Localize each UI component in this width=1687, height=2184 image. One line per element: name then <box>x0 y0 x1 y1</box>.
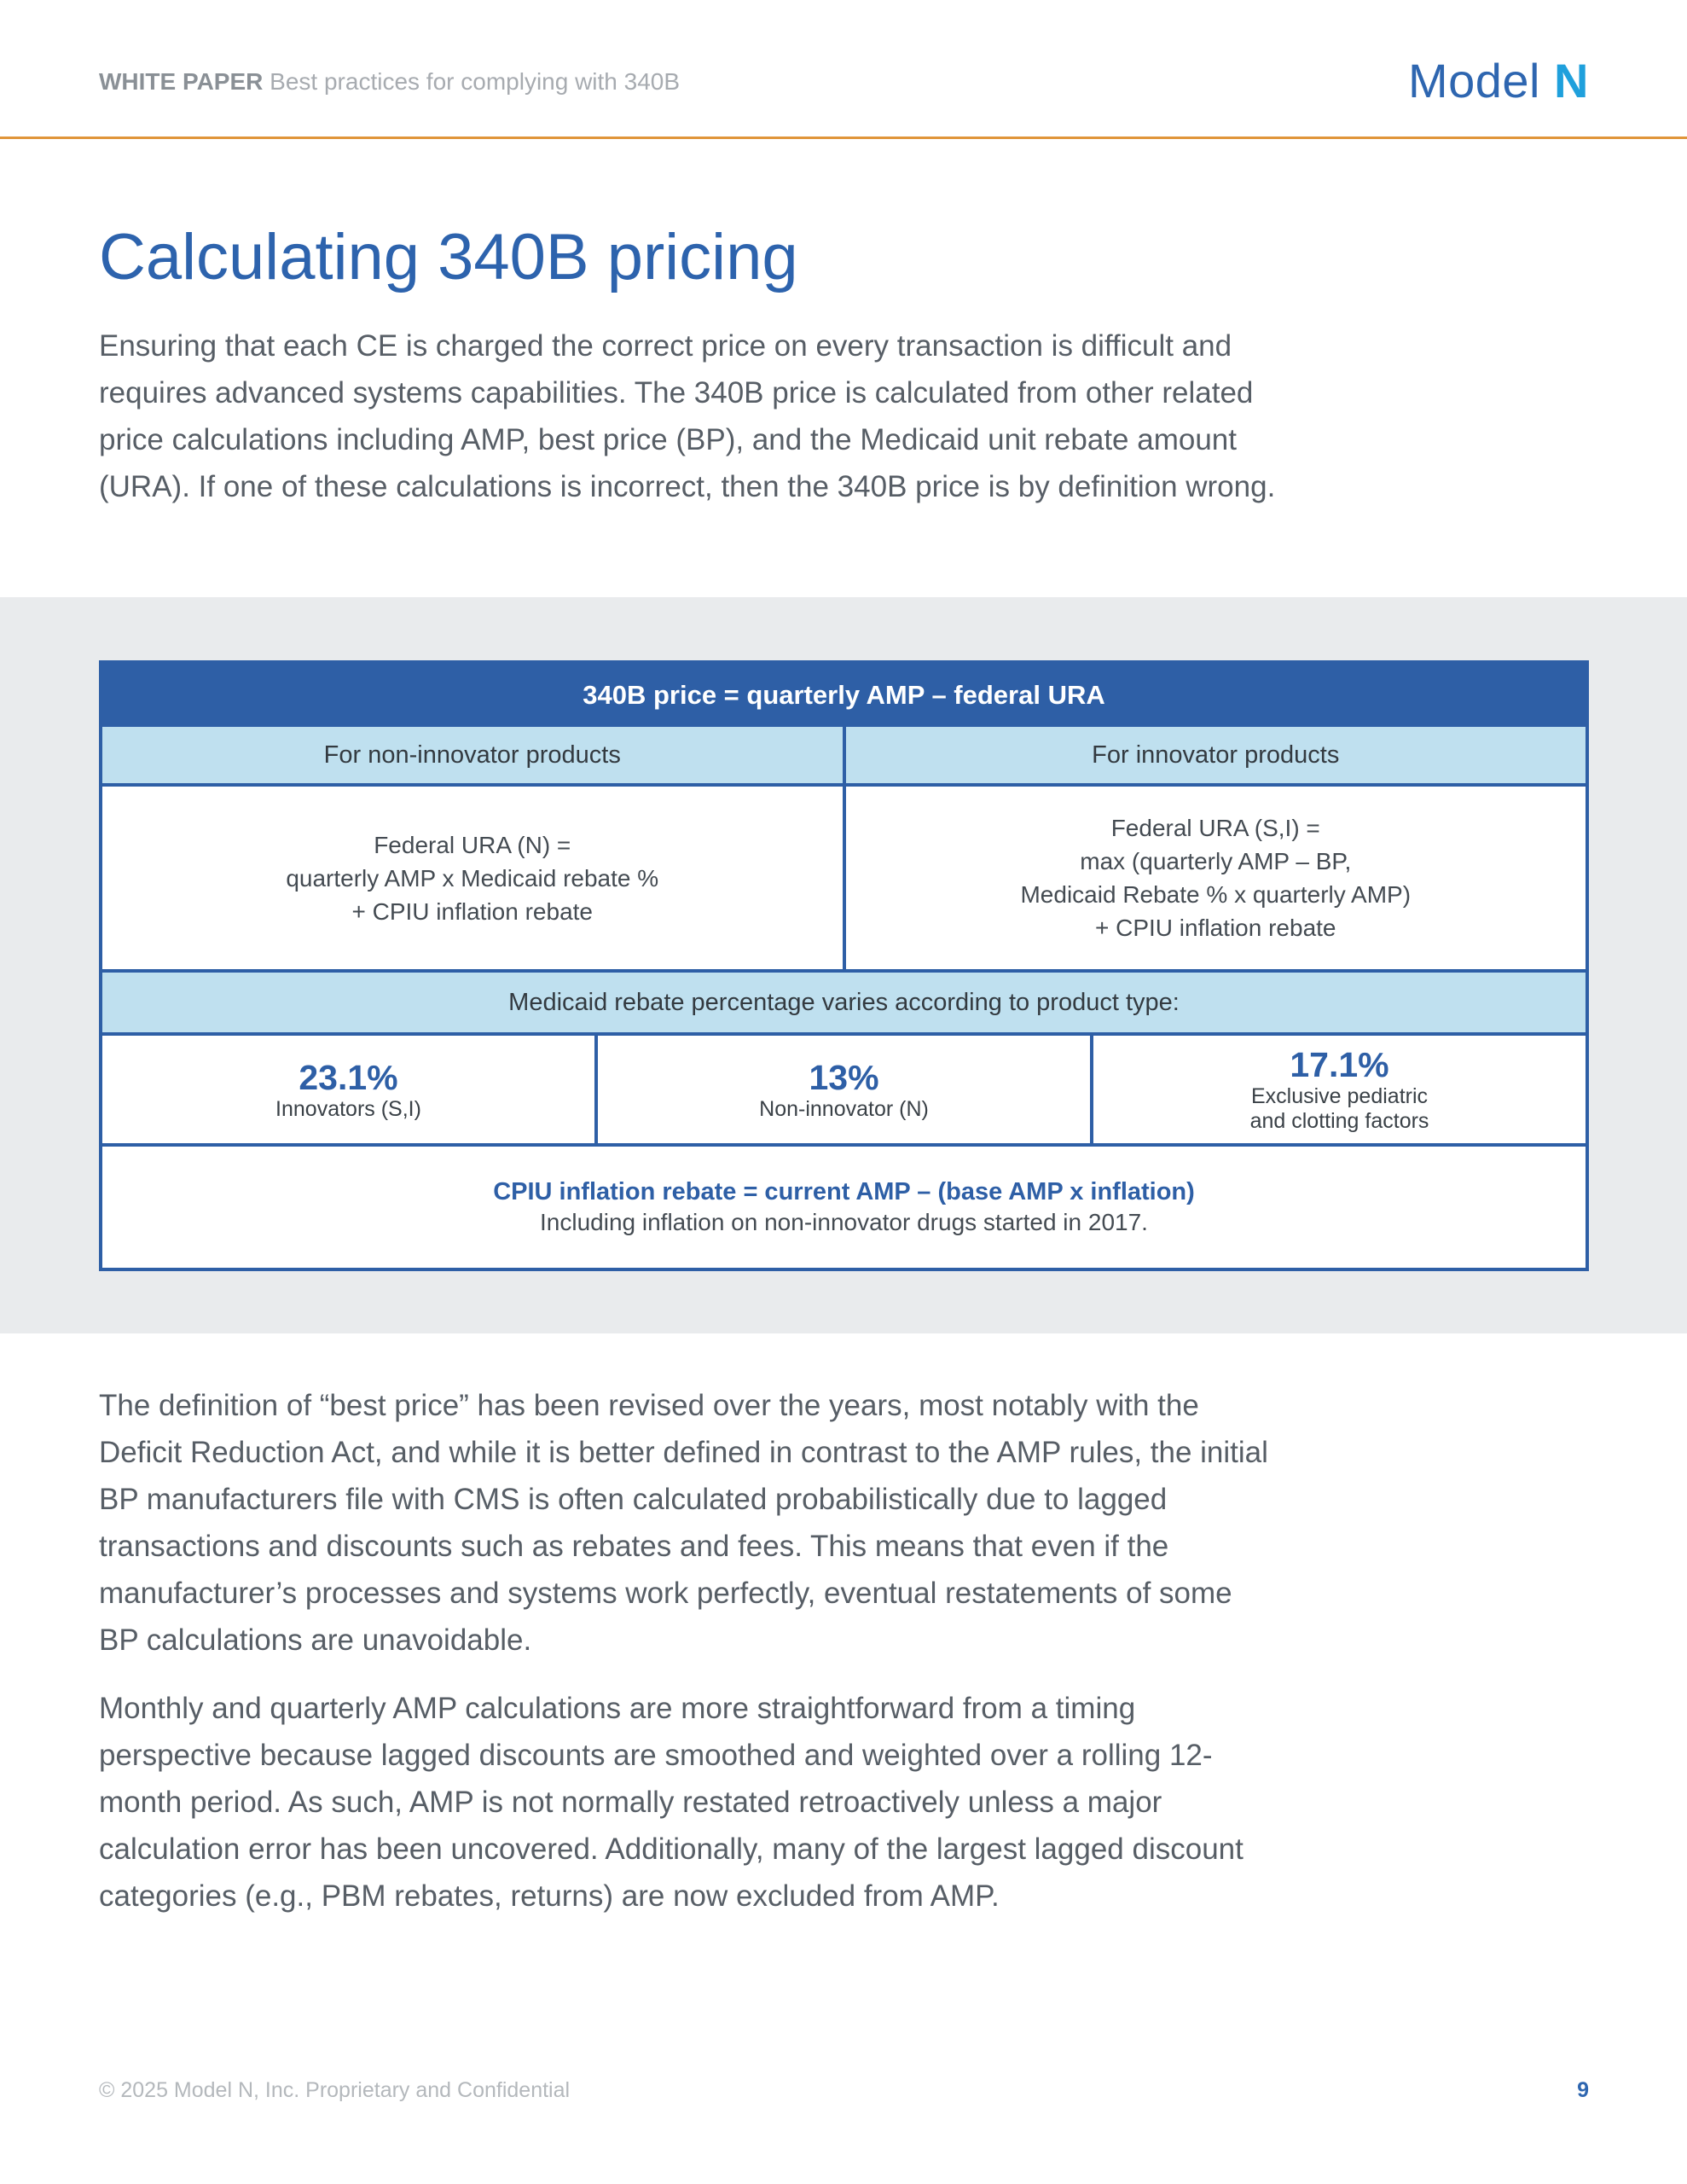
footer-copyright: © 2025 Model N, Inc. Proprietary and Confidential <box>99 2078 571 2102</box>
formula-line: Federal URA (S,I) = <box>1110 815 1320 841</box>
innovator-heading: For innovator products <box>1092 741 1340 769</box>
pricing-formula-table <box>99 660 1589 1271</box>
best-price-paragraph: The definition of “best price” has been revised over the years, most notably with the Deficit Reduction Act, and while it is better defined in contrast to the AMP rules, the initial BP manufacturers file with CMS is often calculated probabilistically due to lagged transactions and discounts such as rebates and fees. This means that even if the manufacturer’s processes and systems work perfectly, eventual restatements of some BP calculations are unavoidable. <box>99 1389 1268 1657</box>
formula-line: Medicaid Rebate % x quarterly AMP) <box>1020 881 1412 908</box>
rebate-innovators <box>102 1036 594 1143</box>
formula-table-subheaders <box>102 727 1586 787</box>
logo-word: Model <box>1407 54 1540 107</box>
cpiu-formula: CPIU inflation rebate = current AMP – (base AMP x inflation) <box>493 1178 1195 1205</box>
cpiu-section <box>102 1147 1586 1268</box>
formula-cells <box>102 787 1586 973</box>
rebate-non-innovator <box>594 1036 1090 1143</box>
model-n-logo <box>1408 53 1589 108</box>
innovator-formula <box>846 787 1586 969</box>
page-header <box>0 0 1687 139</box>
rebate-value: 13% <box>809 1057 879 1097</box>
header-label-text: Best practices for complying with 340B <box>270 68 681 95</box>
rebate-label: Exclusive pediatric <box>1250 1084 1429 1108</box>
formula-line: max (quarterly AMP – BP, <box>1080 848 1352 874</box>
page-title: Calculating 340B pricing <box>99 221 798 293</box>
logo-mark: N <box>1554 54 1589 107</box>
rebate-pediatric <box>1090 1036 1586 1143</box>
amp-paragraph: Monthly and quarterly AMP calculations are more straightforward from a timing perspective because lagged discounts are smoothed and weighted over a rolling 12-month period. As such, AMP is not normally restated retroactively unless a major calculation error has been uncovered. Additionally, many of the largest lagged discount categories (e.g., PBM rebates, returns) are now excluded from AMP. <box>99 1692 1244 1913</box>
formula-line: + CPIU inflation rebate <box>1095 915 1336 941</box>
rebate-label: Non-innovator (N) <box>759 1096 929 1121</box>
page-number: 9 <box>1577 2078 1589 2102</box>
rebate-value: 17.1% <box>1290 1045 1389 1084</box>
cpiu-note: Including inflation on non-innovator drugs started in 2017. <box>540 1209 1148 1235</box>
rebate-percentage-heading: Medicaid rebate percentage varies according to product type: <box>102 973 1586 1032</box>
intro-paragraph: Ensuring that each CE is charged the correct price on every transaction is difficult and requires advanced systems capabilities. The 340B price is calculated from other related price calculations including AMP, best price (BP), and the Medicaid unit rebate amount (URA). If one of these calculations is incorrect, then the 340B price is by definition wrong. <box>99 329 1276 503</box>
formula-line: quarterly AMP x Medicaid rebate % <box>286 864 659 892</box>
header-label-bold: WHITE PAPER <box>99 68 264 95</box>
formula-line: Federal URA (N) = <box>374 831 571 858</box>
rebate-percentages <box>102 1032 1586 1147</box>
rebate-value: 23.1% <box>299 1057 398 1097</box>
formula-line: + CPIU inflation rebate <box>351 897 593 925</box>
non-innovator-formula <box>102 787 846 969</box>
header-label <box>99 68 680 96</box>
rebate-label-line2: and clotting factors <box>1249 1109 1429 1133</box>
non-innovator-heading: For non-innovator products <box>102 727 846 783</box>
rebate-label: Innovators (S,I) <box>275 1096 421 1121</box>
formula-table-title: 340B price = quarterly AMP – federal URA <box>102 664 1586 727</box>
